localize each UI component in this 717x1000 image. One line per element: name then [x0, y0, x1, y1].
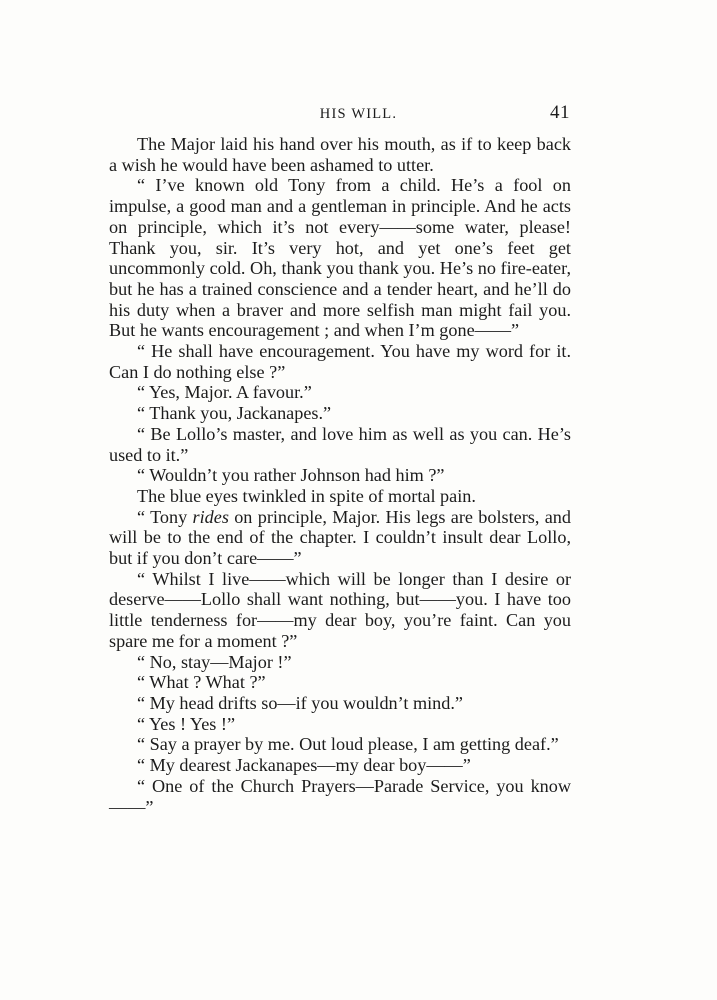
paragraph: “ Thank you, Jackanapes.” [137, 403, 332, 424]
paragraph: “ What ? What ?” [137, 672, 266, 693]
paragraph: “ One of the Church Prayers—Parade Service, you know——” [109, 775, 571, 817]
paragraph-text: on principle, Major. His legs are bolsters, and will be to the end of the chapter. I couldn’t insult dear Lollo, but if you don’t care——” [109, 506, 571, 569]
paragraph-text: “ Tony [137, 506, 193, 527]
paragraph: “ I’ve known old Tony from a child. He’s a fool on impulse, a good man and a gentleman in principle. And he acts on principle, which it’s not every——some water, please! Thank you, sir. It’s very hot, and yet one’s feet get uncommonly cold. Oh, thank you thank you. He’s no fire-eater, but he has a trained conscience and a tender heart, and he’ll do his duty when a braver and more selfish man might fail you. But he wants encouragement ; and when I’m gone——” [109, 175, 571, 341]
running-head [0, 102, 717, 126]
body-text [109, 134, 571, 817]
italic-emphasis: rides [192, 506, 229, 527]
page-number: 41 [550, 102, 570, 123]
paragraph: “ Yes ! Yes !” [137, 713, 236, 734]
paragraph: “ He shall have encouragement. You have my word for it. Can I do nothing else ?” [109, 341, 571, 382]
paragraph: “ Say a prayer by me. Out loud please, I am getting deaf.” [137, 734, 559, 755]
paragraph: The blue eyes twinkled in spite of mortal pain. [137, 485, 476, 506]
running-title: HIS WILL. [319, 106, 398, 122]
paragraph: “ Yes, Major. A favour.” [137, 382, 312, 403]
paragraph: “ My head drifts so—if you wouldn’t mind.” [137, 692, 463, 713]
paragraph [109, 507, 571, 569]
paragraph: “ Whilst I live——which will be longer than I desire or deserve——Lollo shall want nothing, but——you. I have too little tenderness for——my dear boy, you’re faint. Can you spare me for a moment ?” [109, 568, 571, 651]
paragraph: The Major laid his hand over his mouth, as if to keep back a wish he would have been ashamed to utter. [109, 134, 571, 175]
paragraph: “ My dearest Jackanapes—my dear boy——” [137, 755, 471, 776]
paragraph: “ Wouldn’t you rather Johnson had him ?” [137, 465, 445, 486]
paragraph: “ No, stay—Major !” [137, 651, 292, 672]
paragraph: “ Be Lollo’s master, and love him as well as you can. He’s used to it.” [109, 423, 571, 465]
